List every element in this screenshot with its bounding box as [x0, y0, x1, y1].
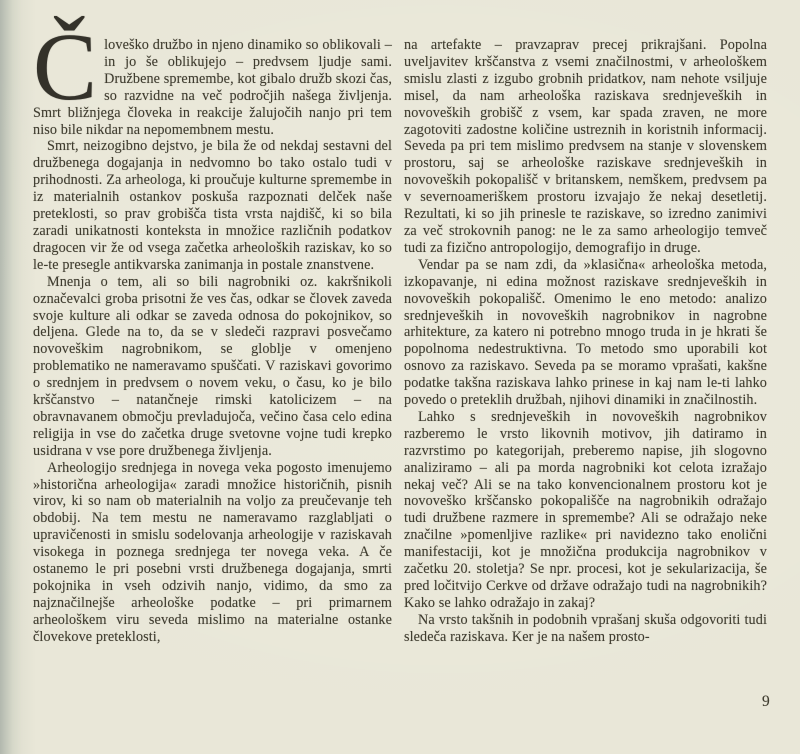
- paragraph-opening: [33, 13, 392, 138]
- paragraph: Smrt, neizogibno dejstvo, je bila že od nekdaj sestavni del družbenega dogajanja in nedvomno bo tako ostalo tudi v prihodnosti. Za arheologa, ki proučuje kulturne spremembe in iz materialnih ostankov poskuša razpoznati delček naše preteklosti, so prav grobišča tista vrsta najdišč, ki so bila zaradi unikatnosti konteksta in množice različnih podatkov dragocen vir že od vsega začetka arheoloških raziskav, ko so le-te presegle antikvarska zanimanja in postale znanstvene.: [33, 138, 392, 273]
- paragraph-text: loveško družbo in njeno dinamiko so oblikovali – in jo še oblikujejo – predvsem ljudje sami. Družbene spremembe, kot gibalo družb skozi čas, so razvidne na več področjih našega življenja. Smrt bližnjega človeka in reakcije žalujočih nanjo pri tem niso bile nikdar na nepomembnem mestu.: [33, 37, 392, 138]
- right-column: [404, 37, 767, 646]
- paragraph: Lahko s srednjeveških in novoveških nagrobnikov razberemo le vrsto likovnih motivov, jih datiramo in razvrstimo po kategorijah, preberemo napise, jih slogovno analiziramo – ali pa morda nagrobniki kot celota izražajo nekaj več? Ali se na tako konvencionalnem prostoru kot je novoveško krščansko pokopališče na nagrobnikih odražajo tudi družbene razmere in spremembe? Ali se odražajo neke značilne »pomenljive razlike« pri navidezno tako enolični manifestaciji, kot je množična produkcija nagrobnikov v začetku 20. stoletja? Se npr. procesi, kot je sekularizacija, še pred ločitvijo Cerkve od države odražajo tudi na nagrobnikih? Kako se lahko odražajo in zakaj?: [404, 408, 767, 611]
- page-number: 9: [762, 693, 770, 710]
- paragraph: Vendar pa se nam zdi, da »klasična« arheološka metoda, izkopavanje, ni edina možnost raziskave srednjeveških in novoveških pokopališč. Omenimo le eno metodo: analizo srednjeveških in novoveških nagrobnikov in nagrobne arhitekture, za katero ni potrebno mnogo truda in je hkrati še popolnoma nedestruktivna. To metodo smo uporabili kot osnovo za raziskavo. Seveda pa se moramo vprašati, kakšne podatke takšna raziskava lahko prinese in kaj nam le-ti lahko povedo o preteklih družbah, njihovi dinamiki in značilnostih.: [404, 256, 767, 409]
- drop-cap-letter: Č: [33, 13, 98, 120]
- paragraph: Arheologijo srednjega in novega veka pogosto imenujemo »historična arheologija« zaradi množice historičnih, pisnih virov, ki so nam ob materialnih na voljo za preučevanje teh obdobij. Na tem mestu ne nameravamo razglabljati o upravičenosti in smislu sodelovanja arheologije v raziskavah visokega in poznega srednjega ter novega veka. A če ostanemo le pri posebni vrsti družbenega dogajanja, smrti pokojnika in vseh odzivih nanjo, vidimo, da smo za najznačilnejše arheološke podatke – pri primarnem arheološkem viru seveda mislimo na materialne ostanke človekove preteklosti,: [33, 459, 392, 645]
- page-text-block: [33, 13, 767, 646]
- paragraph-continuation: na artefakte – pravzaprav precej prikrajšani. Popolna uveljavitev krščanstva z vsemi značilnostmi, v arheološkem smislu zlasti z izgubo grobnih pridatkov, nam nehote vsiljuje misel, da nam arheološka raziskava srednjeveških in novoveških grobišč z vsem, kar spada zraven, ne more zagotoviti zadostne količine ustreznih in koristnih informacij. Seveda pa pri tem mislimo predvsem na stanje v slovenskem prostoru, saj se arheološke raziskave srednjeveških in novoveških pokopališč v britanskem, nemškem, predvsem pa v severnoameriškem prostoru izvajajo že nekaj desetletij. Rezultati, ki so jih prinesle te raziskave, so izredno zanimivi za več strokovnih panog: ne le za samo arheologijo temveč tudi za fizično antropologijo, demografijo in druge.: [404, 37, 767, 256]
- paragraph: Na vrsto takšnih in podobnih vprašanj skuša odgovoriti tudi sledeča raziskava. Ker je na našem prosto-: [404, 611, 767, 645]
- left-column: [33, 13, 392, 646]
- paragraph: Mnenja o tem, ali so bili nagrobniki oz. kakršnikoli označevalci groba prisotni že ves čas, odkar se človek zaveda svoje kulture ali odkar se zaveda odnosa do pokojnikov, so deljena. Glede na to, da se v sledeči razpravi posvečamo novoveškim nagrobnikom, se globlje v omenjeno problematiko ne nameravamo spuščati. V raziskavi govorimo o srednjem in predvsem o novem veku, o času, ko je bilo krščanstvo – natančneje rimski katolicizem – na obravnavanem območju prevladujoča, večino časa celo edina religija in vse do začetka druge svetovne vojne tudi krepko usidrana v vse pore družbenega življenja.: [33, 273, 392, 459]
